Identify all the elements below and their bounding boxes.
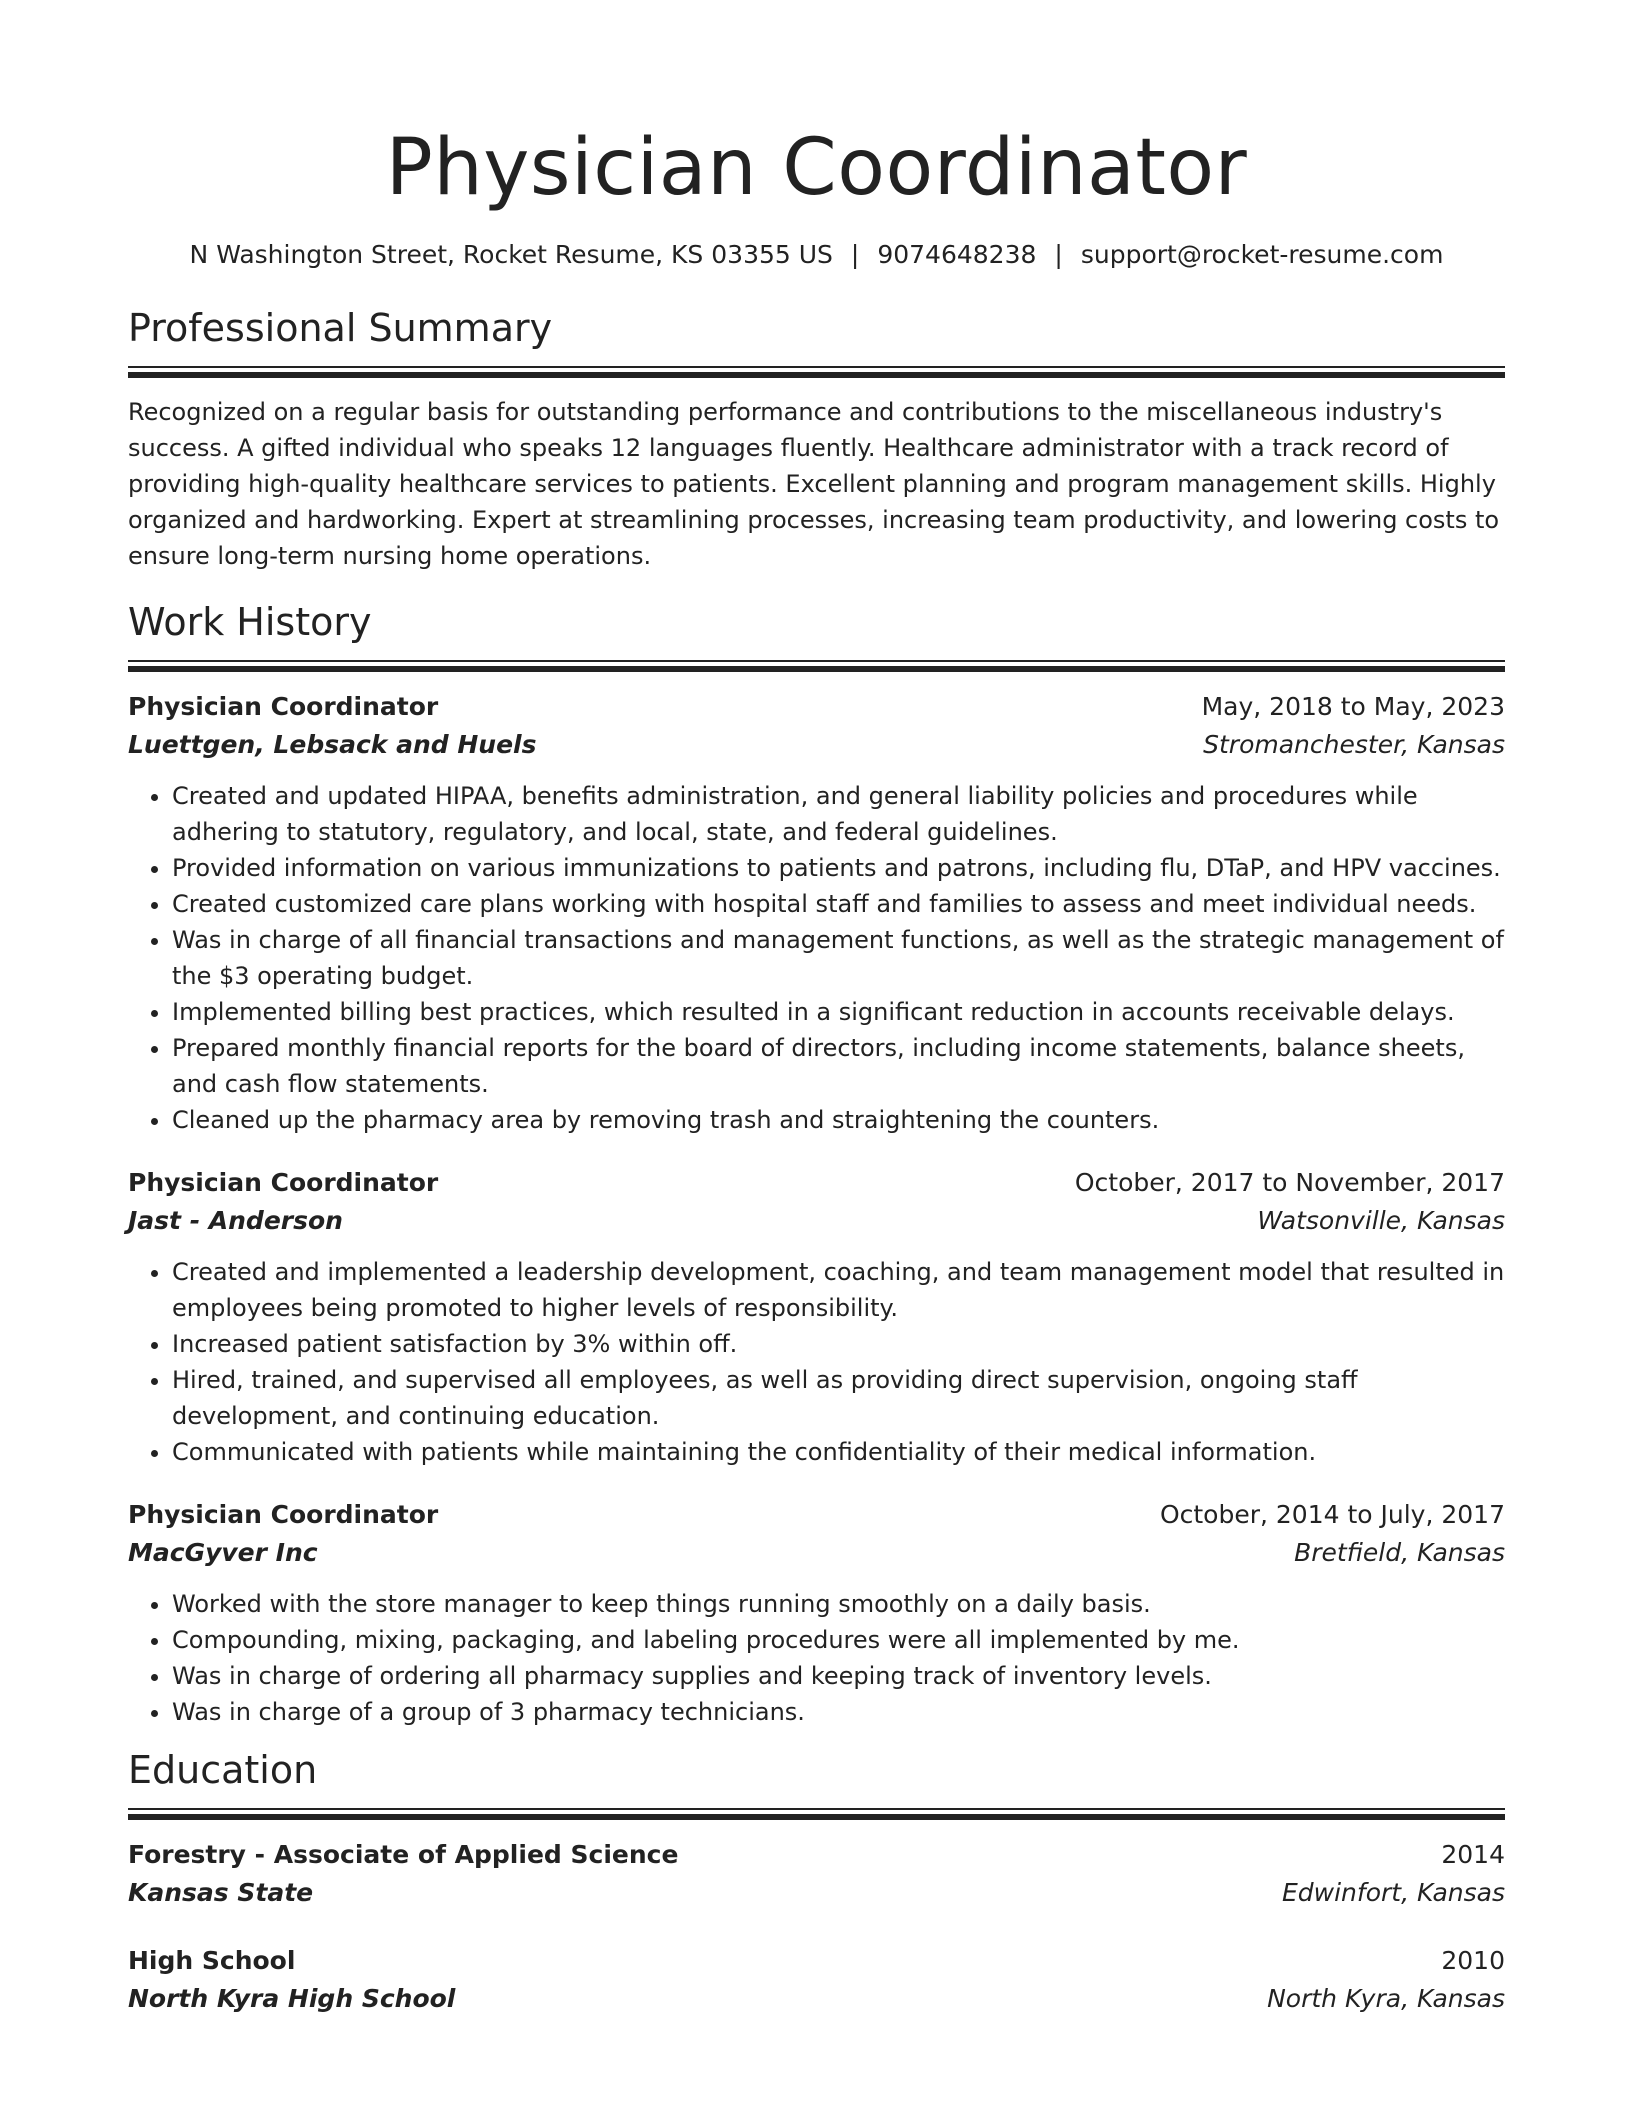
education-entry [128, 1942, 1505, 2018]
list-item: • Cleaned up the pharmacy area by removing trash and straightening the counters. [172, 1102, 1505, 1138]
job-location: Stromanchester, Kansas [1203, 730, 1505, 759]
job-bullets [128, 1586, 1505, 1730]
education-section [128, 1744, 1505, 2018]
job-company: Jast - Anderson [128, 1206, 343, 1235]
education-degree: Forestry - Associate of Applied Science [128, 1840, 679, 1869]
job-role: Physician Coordinator [128, 692, 439, 721]
job-bullets [128, 778, 1505, 1138]
job-company: MacGyver Inc [128, 1538, 318, 1567]
education-year: 2014 [1441, 1840, 1505, 1869]
job-location: Bretfield, Kansas [1294, 1538, 1505, 1567]
education-title: Education [128, 1748, 318, 1792]
job-subheader [128, 1202, 1505, 1240]
job-entry [128, 688, 1505, 1138]
section-divider [128, 660, 1505, 672]
list-item: • Was in charge of ordering all pharmacy supplies and keeping track of inventory levels. [172, 1658, 1505, 1694]
job-dates: May, 2018 to May, 2023 [1201, 692, 1505, 721]
job-header [128, 1164, 1505, 1202]
job-role: Physician Coordinator [128, 1168, 439, 1197]
work-title: Work History [128, 600, 372, 644]
contact-separator: | [850, 240, 860, 269]
education-year: 2010 [1441, 1946, 1505, 1975]
education-subheader [128, 1874, 1505, 1912]
list-item: • Was in charge of all financial transactions and management functions, as well as the strategic management of the $3 operating budget. [172, 922, 1505, 994]
contact-email: support@rocket-resume.com [1080, 240, 1444, 269]
list-item: • Created customized care plans working with hospital staff and families to assess and meet individual needs. [172, 886, 1505, 922]
job-location: Watsonville, Kansas [1257, 1206, 1505, 1235]
education-school: Kansas State [128, 1878, 314, 1907]
job-bullets [128, 1254, 1505, 1470]
list-item: • Increased patient satisfaction by 3% within off. [172, 1326, 1505, 1362]
job-company: Luettgen, Lebsack and Huels [128, 730, 537, 759]
contact-address: N Washington Street, Rocket Resume, KS 03355 US [189, 240, 833, 269]
job-header [128, 688, 1505, 726]
list-item: • Created and implemented a leadership development, coaching, and team management model that resulted in employees being promoted to higher levels of responsibility. [172, 1254, 1505, 1326]
contact-separator: | [1054, 240, 1063, 269]
list-item: • Prepared monthly financial reports for the board of directors, including income statements, balance sheets, and cash flow statements. [172, 1030, 1505, 1102]
job-subheader [128, 1534, 1505, 1572]
contact-line [128, 238, 1505, 272]
list-item: • Provided information on various immunizations to patients and patrons, including flu, DTaP, and HPV vaccines. [172, 850, 1505, 886]
list-item: • Worked with the store manager to keep things running smoothly on a daily basis. [172, 1586, 1505, 1622]
job-subheader [128, 726, 1505, 764]
resume-page [128, 118, 1505, 2048]
list-item: • Communicated with patients while maintaining the confidentiality of their medical information. [172, 1434, 1505, 1470]
education-subheader [128, 1980, 1505, 2018]
job-dates: October, 2014 to July, 2017 [1159, 1500, 1505, 1529]
work-section [128, 596, 1505, 1730]
section-divider [128, 1808, 1505, 1820]
list-item: • Created and updated HIPAA, benefits administration, and general liability policies and procedures while adhering to statutory, regulatory, and local, state, and federal guidelines. [172, 778, 1505, 850]
job-dates: October, 2017 to November, 2017 [1074, 1168, 1505, 1197]
education-header [128, 1836, 1505, 1874]
education-location: North Kyra, Kansas [1267, 1984, 1505, 2013]
summary-title: Professional Summary [128, 306, 553, 350]
job-header [128, 1496, 1505, 1534]
education-degree: High School [128, 1946, 296, 1975]
list-item: • Hired, trained, and supervised all employees, as well as providing direct supervision, ongoing staff development, and continuing education. [172, 1362, 1505, 1434]
list-item: • Was in charge of a group of 3 pharmacy technicians. [172, 1694, 1505, 1730]
education-entry [128, 1836, 1505, 1912]
contact-phone: 9074648238 [877, 240, 1037, 269]
education-header [128, 1942, 1505, 1980]
education-school: North Kyra High School [128, 1984, 456, 2013]
job-role: Physician Coordinator [128, 1500, 439, 1529]
list-item: • Implemented billing best practices, which resulted in a significant reduction in accounts receivable delays. [172, 994, 1505, 1030]
job-entry [128, 1496, 1505, 1730]
section-divider [128, 366, 1505, 378]
job-entry [128, 1164, 1505, 1470]
list-item: • Compounding, mixing, packaging, and labeling procedures were all implemented by me. [172, 1622, 1505, 1658]
summary-section [128, 302, 1505, 574]
resume-name: Physician Coordinator [385, 123, 1248, 213]
summary-text: Recognized on a regular basis for outstanding performance and contributions to the miscellaneous industry's success. A gifted individual who speaks 12 languages fluently. Healthcare administrator with a track record of providing high-quality healthcare services to patients. Excellent planning and program management skills. Highly organized and hardworking. Expert at streamlining processes, increasing team productivity, and lowering costs to ensure long-term nursing home operations. [128, 398, 1500, 570]
education-location: Edwinfort, Kansas [1281, 1878, 1505, 1907]
